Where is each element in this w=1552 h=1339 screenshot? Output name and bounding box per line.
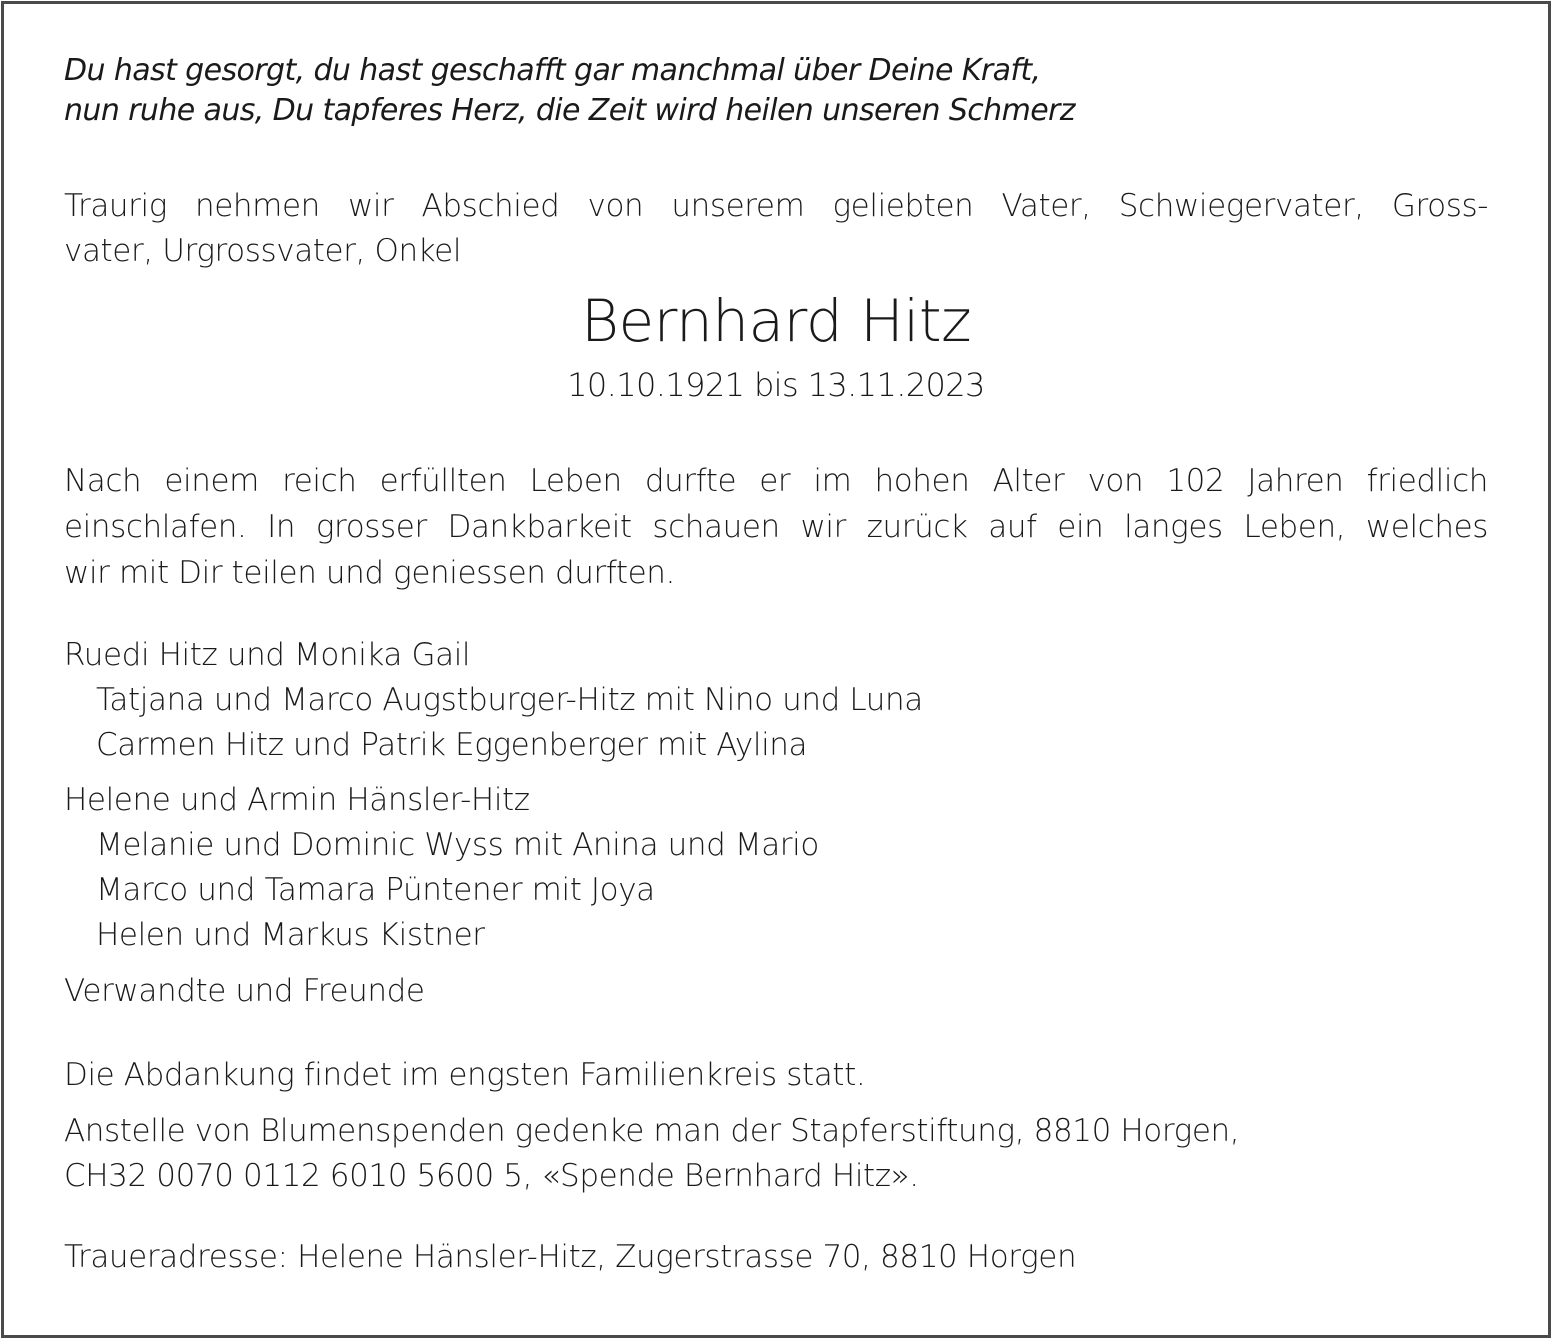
donation-notice-line-1: Anstelle von Blumenspenden gedenke man der Stapferstiftung, 8810 Horgen, (64, 1113, 1240, 1149)
intro-line-1: Traurig nehmen wir Abschied von unserem geliebten Vater, Schwiegervater, Gross- (64, 188, 1488, 224)
donation-notice-line-2: CH32 0070 0112 6010 5600 5, «Spende Bernhard Hitz». (64, 1158, 919, 1194)
intro-line-2: vater, Urgrossvater, Onkel (64, 233, 462, 269)
mourner-family-1-child-2: Carmen Hitz und Patrik Eggenberger mit Aylina (96, 727, 808, 763)
mourning-address: Traueradresse: Helene Hänsler-Hitz, Zugerstrasse 70, 8810 Horgen (64, 1239, 1077, 1275)
mourner-family-1: Ruedi Hitz und Monika Gail (64, 637, 471, 673)
tribute-line-3: wir mit Dir teilen und geniessen durften. (64, 555, 675, 591)
mourner-others: Verwandte und Freunde (64, 973, 425, 1009)
mourner-family-2-child-2: Marco und Tamara Püntener mit Joya (96, 872, 655, 908)
funeral-notice: Die Abdankung findet im engsten Familienkreis statt. (64, 1057, 866, 1093)
tribute-line-2: einschlafen. In grosser Dankbarkeit schauen wir zurück auf ein langes Leben, welches (64, 509, 1488, 545)
mourner-family-2: Helene und Armin Hänsler-Hitz (64, 782, 530, 818)
deceased-dates: 10.10.1921 bis 13.11.2023 (567, 366, 985, 404)
mourner-family-2-child-1: Melanie und Dominic Wyss mit Anina und Mario (96, 827, 819, 863)
motto-line-2: nun ruhe aus, Du tapferes Herz, die Zeit wird heilen unseren Schmerz (64, 93, 1075, 128)
mourner-family-1-child-1: Tatjana und Marco Augstburger-Hitz mit Nino und Luna (96, 682, 923, 718)
tribute-line-1: Nach einem reich erfüllten Leben durfte er im hohen Alter von 102 Jahren friedlich (64, 463, 1488, 499)
motto-line-1: Du hast gesorgt, du hast geschafft gar manchmal über Deine Kraft, (64, 53, 1041, 88)
mourner-family-2-child-3: Helen und Markus Kistner (96, 917, 485, 953)
deceased-name: Bernhard Hitz (580, 287, 972, 355)
